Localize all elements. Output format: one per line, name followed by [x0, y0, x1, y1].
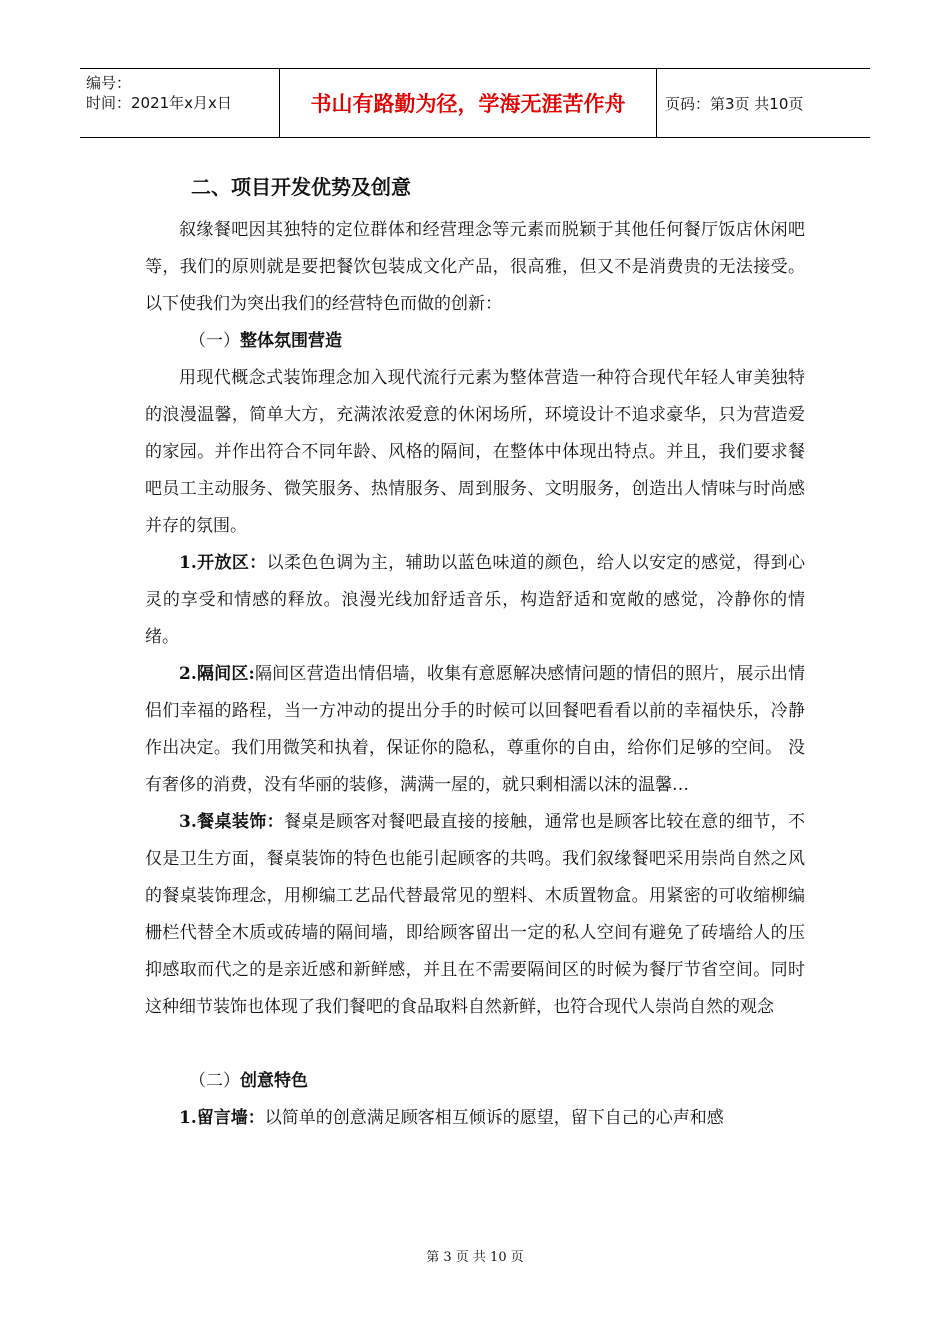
spacer [145, 1026, 805, 1063]
header-motto: 书山有路勤为径，学海无涯苦作舟 [280, 69, 657, 137]
document-body [145, 162, 805, 1137]
header-time: 时间：2021年x月x日 [86, 94, 232, 112]
subsection-title: 创意特色 [240, 1071, 308, 1091]
list-item-text: 以简单的创意满足顾客相互倾诉的愿望，留下自己的心声和感 [264, 1108, 724, 1128]
list-item-label: 1.开放区： [179, 553, 267, 573]
list-item-text: 隔间区营造出情侣墙，收集有意愿解决感情问题的情侣的照片，展示出情侣们幸福的路程，当一方冲动的提出分手的时候可以回餐吧看看以前的幸福快乐，冷静作出决定。我们用微笑和执着，保证你的隐私，尊重你的自由，给你们足够的空间。 没有奢侈的消费，没有华丽的装修，满满一屋的，就只剩相濡以沫的温馨… [145, 664, 805, 795]
subsection-heading-2 [189, 1063, 805, 1100]
section-title: 二、项目开发优势及创意 [191, 175, 411, 199]
header-number: 编号： [86, 74, 132, 92]
subsection-number: （二） [189, 1071, 240, 1091]
page-footer: 第 3 页 共 10 页 [426, 1250, 524, 1265]
subsection-heading-1 [189, 323, 805, 360]
header-meta [80, 69, 280, 137]
list-item [145, 656, 805, 804]
list-item-label: 3.餐桌装饰： [179, 812, 285, 832]
subsection-body: 用现代概念式装饰理念加入现代流行元素为整体营造一种符合现代年轻人审美独特的浪漫温馨，简单大方，充满浓浓爱意的休闲场所，环境设计不追求豪华，只为营造爱的家园。并作出符合不同年龄、风格的隔间，在整体中体现出特点。并且，我们要求餐吧员工主动服务、微笑服务、热情服务、周到服务、文明服务，创造出人情味与时尚感并存的氛围。 [145, 368, 805, 536]
section-intro: 叙缘餐吧因其独特的定位群体和经营理念等元素而脱颖于其他任何餐厅饭店休闲吧等，我们的原则就是要把餐饮包装成文化产品，很高雅，但又不是消费贵的无法接受。以下使我们为突出我们的经营特色而做的创新： [145, 220, 805, 314]
page-header [80, 68, 870, 138]
list-item-text: 以柔色色调为主，辅助以蓝色味道的颜色，给人以安定的感觉，得到心灵的享受和情感的释放。浪漫光线加舒适音乐，构造舒适和宽敞的感觉，冷静你的情绪。 [145, 553, 805, 647]
header-page-info: 页码：第3页 共10页 [665, 94, 804, 113]
list-item [145, 545, 805, 656]
list-item [145, 1100, 805, 1137]
subsection-number: （一） [189, 331, 240, 351]
list-item-label: 2.隔间区: [179, 664, 255, 684]
subsection-title: 整体氛围营造 [240, 331, 342, 351]
list-item-label: 1.留言墙： [179, 1108, 265, 1128]
list-item-text: 餐桌是顾客对餐吧最直接的接触，通常也是顾客比较在意的细节，不仅是卫生方面，餐桌装饰的特色也能引起顾客的共鸣。我们叙缘餐吧采用崇尚自然之风的餐桌装饰理念，用柳编工艺品代替最常见的塑料、木质置物盒。用紧密的可收缩柳编栅栏代替全木质或砖墙的隔间墙，即给顾客留出一定的私人空间有避免了砖墙给人的压抑感取而代之的是亲近感和新鲜感，并且在不需要隔间区的时候为餐厅节省空间。同时这种细节装饰也体现了我们餐吧的食品取料自然新鲜，也符合现代人崇尚自然的观念 [145, 812, 806, 1017]
list-item [145, 804, 805, 1026]
